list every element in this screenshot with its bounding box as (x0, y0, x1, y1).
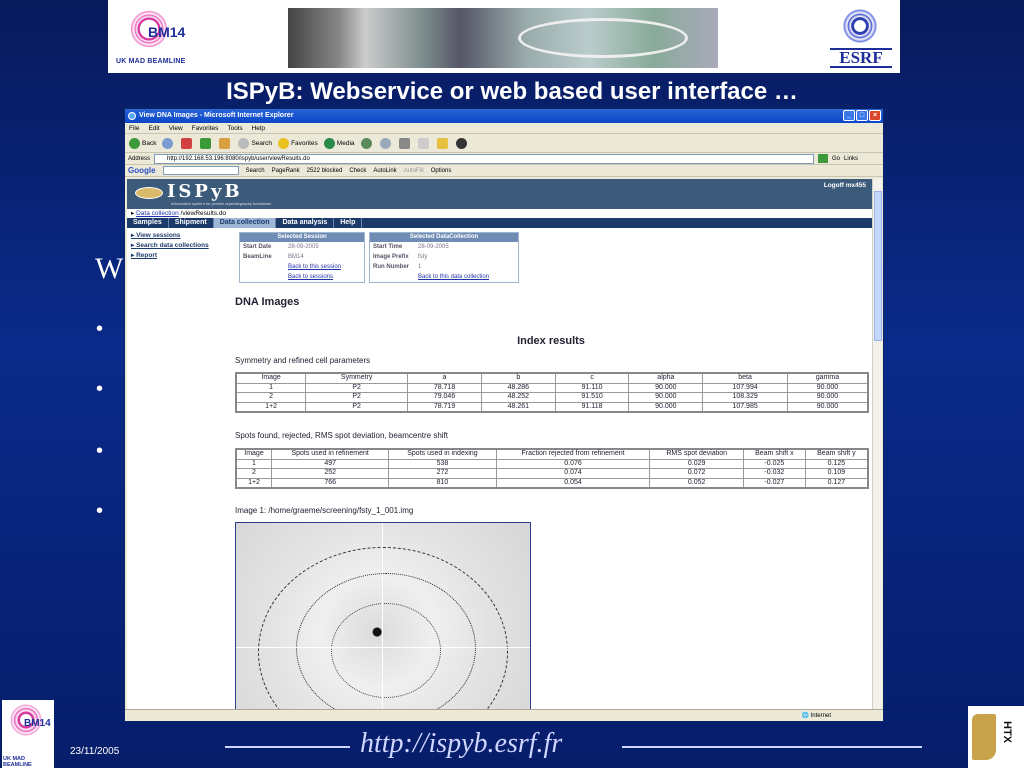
table-cell: 2 (236, 469, 272, 479)
tab-samples[interactable]: Samples (127, 218, 169, 228)
nav-view-sessions[interactable]: ▸ View sessions (131, 232, 181, 239)
table-cell: 107.994 (703, 383, 788, 393)
media-icon (324, 138, 335, 149)
spots-header: Beam shift x (743, 449, 805, 459)
nav-search-data-collections[interactable]: ▸ Search data collections (131, 242, 209, 249)
tab-shipment[interactable]: Shipment (169, 218, 214, 228)
google-toolbar (125, 165, 883, 177)
crosshair-horizontal (236, 647, 530, 648)
start-date-label: Start Date (243, 244, 272, 250)
spots-header: Image (236, 449, 272, 459)
footer-url[interactable]: http://ispyb.esrf.fr (360, 728, 563, 759)
esrf-logo-text: ESRF (830, 48, 892, 68)
star-icon (278, 138, 289, 149)
ispyb-logo: ISPyB (167, 181, 243, 202)
table-cell: 0.052 (650, 478, 743, 488)
beamline-value: BM14 (288, 254, 304, 260)
bm14-logo-text: BM14 (148, 24, 186, 40)
table-cell: 90.000 (629, 383, 703, 393)
table-row (236, 393, 868, 403)
slide-bullet: • (96, 500, 104, 522)
menu-view[interactable]: View (168, 124, 183, 132)
table-cell: 252 (272, 469, 389, 479)
htx-logo-text: HTX (1001, 721, 1013, 743)
table-row (236, 469, 868, 479)
table-cell: P2 (306, 402, 408, 412)
table-cell: 0.072 (650, 469, 743, 479)
table-cell: P2 (306, 393, 408, 403)
address-input[interactable]: http://192.168.53.196:8080/ispyb/user/viewResults.do (154, 154, 814, 164)
stop-icon[interactable] (181, 138, 192, 149)
window-title: View DNA Images - Microsoft Internet Explorer (139, 112, 294, 119)
diffraction-ring (331, 603, 441, 698)
page-title: DNA Images (235, 296, 300, 308)
sym-header: c (555, 373, 629, 383)
autofill-button[interactable]: AutoFill (403, 167, 424, 174)
image-prefix-value: fsty (418, 254, 428, 260)
breadcrumb-data-collection[interactable]: Data collection (136, 210, 179, 217)
spots-header: Spots used in refinement (272, 449, 389, 459)
table-cell: 90.000 (629, 393, 703, 403)
table-cell: 91.118 (555, 402, 629, 412)
back-to-session-link[interactable]: Back to this session (288, 264, 342, 270)
refresh-icon[interactable] (200, 138, 211, 149)
selected-datacollection-header: Selected DataCollection (370, 233, 518, 242)
beamline-label: BeamLine (243, 254, 272, 260)
menu-file[interactable]: File (129, 124, 140, 132)
options-button[interactable]: Options (430, 167, 452, 174)
table-cell: 2 (236, 393, 306, 403)
table-cell: 1+2 (236, 402, 306, 412)
vertical-scrollbar[interactable] (872, 179, 882, 709)
table-cell: 78.718 (408, 383, 482, 393)
table-cell: -0.027 (743, 478, 805, 488)
esrf-logo-emblem (840, 6, 880, 46)
media-button[interactable]: Media (324, 138, 355, 149)
back-to-sessions-link[interactable]: Back to sessions (288, 274, 334, 280)
search-button[interactable]: Search (238, 138, 272, 149)
table-cell: 0.029 (650, 459, 743, 469)
address-label: Address (128, 155, 151, 162)
bm14-logo (114, 4, 194, 68)
spots-table-title: Spots found, rejected, RMS spot deviation, beamcentre shift (235, 431, 449, 440)
top-banner (108, 0, 900, 73)
symmetry-table-title: Symmetry and refined cell parameters (235, 356, 371, 365)
image-path-label: Image 1: /home/graeme/screening/fsty_1_001.img (235, 506, 414, 515)
nav-report[interactable]: ▸ Report (131, 252, 158, 259)
table-row (236, 478, 868, 488)
htx-logo (968, 706, 1024, 768)
esrf-logo (828, 4, 894, 70)
links-button[interactable]: Links (844, 155, 859, 162)
left-nav (131, 231, 221, 261)
selected-session-box (239, 232, 365, 283)
menu-favorites[interactable]: Favorites (191, 124, 219, 132)
table-cell: 766 (272, 478, 389, 488)
table-cell: 90.000 (787, 383, 868, 393)
slide-date: 23/11/2005 (70, 746, 120, 757)
go-button[interactable]: Go (832, 155, 841, 162)
scrollbar-thumb[interactable] (874, 191, 882, 341)
table-cell: 91.510 (555, 393, 629, 403)
search-icon (238, 138, 249, 149)
diffraction-image[interactable] (235, 522, 531, 709)
start-date-value: 28-09-2005 (288, 244, 319, 250)
table-cell: 0.125 (805, 459, 868, 469)
browser-toolbar (125, 134, 883, 153)
table-cell: 1 (236, 459, 272, 469)
back-to-data-collection-link[interactable]: Back to this data collection (418, 274, 490, 280)
autolink-button[interactable]: AutoLink (373, 167, 397, 174)
maximize-button[interactable]: □ (856, 110, 868, 121)
spots-table (235, 448, 869, 489)
crosshair-vertical (382, 523, 383, 709)
sym-header: a (408, 373, 482, 383)
status-bar (125, 709, 883, 721)
address-bar (125, 153, 883, 165)
spell-check-button[interactable]: Check (349, 167, 367, 174)
messenger-icon[interactable] (456, 138, 467, 149)
ispyb-header (127, 179, 872, 209)
table-cell: 538 (389, 459, 496, 469)
synchrotron-photo (288, 8, 718, 68)
breadcrumb: ▸ Data collection /viewResults.do (131, 210, 227, 217)
ie-icon (128, 112, 136, 120)
table-cell: 1 (236, 383, 306, 393)
menu-tools[interactable]: Tools (227, 124, 243, 132)
favorites-button[interactable]: Favorites (278, 138, 318, 149)
slide-bullet: • (96, 378, 104, 400)
sym-header: Image (236, 373, 306, 383)
window-titlebar (125, 109, 883, 123)
eye-of-horus-icon (135, 187, 163, 199)
storage-ring-image (518, 18, 688, 58)
table-cell: 0.076 (496, 459, 650, 469)
popup-blocked-count[interactable]: 2522 blocked (306, 167, 343, 174)
close-button[interactable]: × (869, 110, 881, 121)
tab-data-analysis[interactable]: Data analysis (276, 218, 334, 228)
mail-icon[interactable] (380, 138, 391, 149)
table-row (236, 459, 868, 469)
table-cell: 272 (389, 469, 496, 479)
google-logo: Google (128, 166, 156, 175)
table-cell: -0.025 (743, 459, 805, 469)
menu-bar (125, 123, 883, 134)
edit-icon[interactable] (418, 138, 429, 149)
footer-divider-right (622, 746, 922, 748)
table-cell: 48.261 (481, 402, 555, 412)
footer-bm14-text: BM14 (24, 718, 51, 729)
table-cell: 90.000 (787, 402, 868, 412)
symmetry-table (235, 372, 869, 413)
table-cell: 90.000 (787, 393, 868, 403)
tab-help[interactable]: Help (334, 218, 362, 228)
bm14-logo-subtitle: UK MAD BEAMLINE (116, 58, 186, 65)
table-row (236, 402, 868, 412)
table-cell: 108.329 (703, 393, 788, 403)
slide-bullet: • (96, 440, 104, 462)
slide-title: ISPyB: Webservice or web based user interface … (226, 78, 798, 105)
main-tabs (127, 218, 872, 228)
logoff-link[interactable]: Logoff mx455 (823, 182, 866, 189)
table-cell: 48.286 (481, 383, 555, 393)
footer-bm14-subtitle: UK MAD BEAMLINE (3, 756, 32, 768)
table-cell: 0.127 (805, 478, 868, 488)
back-button[interactable]: Back (129, 138, 156, 149)
run-number-value: 1 (418, 264, 422, 270)
table-row (236, 383, 868, 393)
table-cell: 810 (389, 478, 496, 488)
sym-header: Symmetry (306, 373, 408, 383)
page-viewport (127, 179, 872, 709)
selected-datacollection-box (369, 232, 519, 283)
breadcrumb-current: /viewResults.do (180, 210, 227, 217)
table-cell: 0.054 (496, 478, 650, 488)
footer-divider-left (225, 746, 350, 748)
pagerank-indicator[interactable]: PageRank (271, 167, 300, 174)
print-icon[interactable] (399, 138, 410, 149)
table-cell: P2 (306, 383, 408, 393)
google-search-button[interactable]: Search (245, 167, 265, 174)
history-icon[interactable] (361, 138, 372, 149)
footer-bm14-logo (2, 700, 54, 768)
google-search-input[interactable] (163, 166, 239, 175)
sym-header: beta (703, 373, 788, 383)
back-arrow-icon (129, 138, 140, 149)
forward-arrow-icon[interactable] (162, 138, 173, 149)
table-cell: 90.000 (629, 402, 703, 412)
table-cell: 0.109 (805, 469, 868, 479)
hidden-slide-text: W (95, 252, 124, 285)
table-cell: 1+2 (236, 478, 272, 488)
index-results-title: Index results (517, 335, 585, 347)
spots-header: RMS spot deviation (650, 449, 743, 459)
table-cell: 497 (272, 459, 389, 469)
spots-header: Spots used in indexing (389, 449, 496, 459)
tab-data-collection[interactable]: Data collection (214, 218, 277, 228)
spots-header: Beam shift y (805, 449, 868, 459)
ispyb-tagline: Information system for protein crystallography beamlines (171, 201, 272, 206)
folder-icon[interactable] (437, 138, 448, 149)
menu-help[interactable]: Help (251, 124, 265, 132)
slide-bullet: • (96, 318, 104, 340)
home-icon[interactable] (219, 138, 230, 149)
go-arrow-icon[interactable] (818, 154, 828, 163)
start-time-label: Start Time (373, 244, 403, 250)
spots-header: Fraction rejected from refinement (496, 449, 650, 459)
sym-header: alpha (629, 373, 703, 383)
table-cell: -0.032 (743, 469, 805, 479)
security-zone: 🌐 Internet (801, 713, 831, 719)
browser-window (124, 108, 884, 722)
table-cell: 91.110 (555, 383, 629, 393)
table-cell: 0.074 (496, 469, 650, 479)
sym-header: gamma (787, 373, 868, 383)
table-cell: 79.046 (408, 393, 482, 403)
run-number-label: Run Number (373, 264, 409, 270)
start-time-value: 28-09-2005 (418, 244, 449, 250)
menu-edit[interactable]: Edit (148, 124, 160, 132)
sym-header: b (481, 373, 555, 383)
minimize-button[interactable]: _ (843, 110, 855, 121)
image-prefix-label: Image Prefix (373, 254, 409, 260)
table-cell: 48.252 (481, 393, 555, 403)
table-cell: 107.985 (703, 402, 788, 412)
table-cell: 78.719 (408, 402, 482, 412)
htx-logo-emblem (972, 714, 996, 760)
selected-session-header: Selected Session (240, 233, 364, 242)
